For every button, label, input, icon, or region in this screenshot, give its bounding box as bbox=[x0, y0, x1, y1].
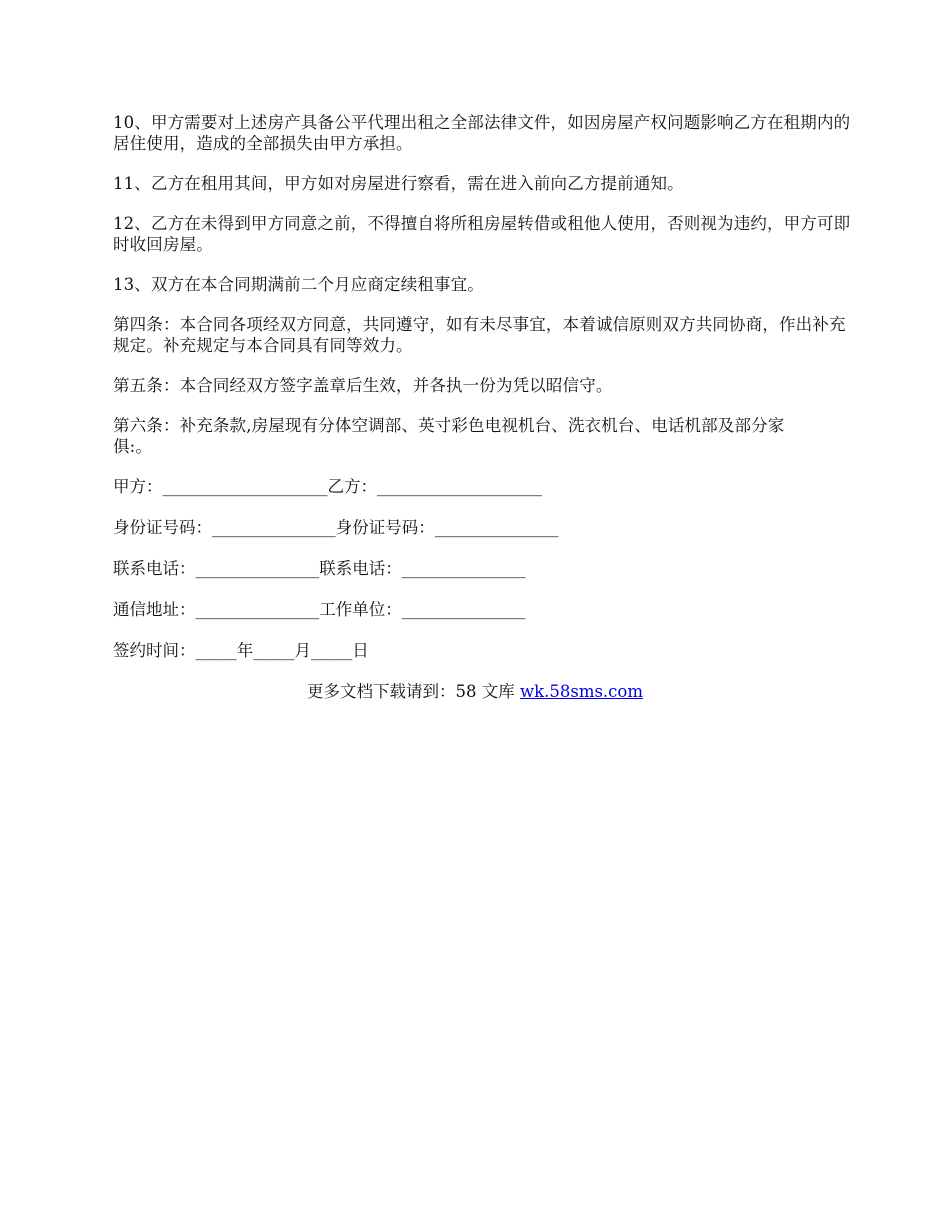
clause-12: 12、乙方在未得到甲方同意之前，不得擅自将所租房屋转借或租他人使用，否则视为违约，甲方可即时收回房屋。 bbox=[113, 214, 851, 254]
clause-10: 10、甲方需要对上述房产具备公平代理出租之全部法律文件，如因房屋产权问题影响乙方在租期内的居住使用，造成的全部损失由甲方承担。 bbox=[113, 113, 851, 153]
article-6: 第六条：补充条款,房屋现有分体空调部、英寸彩色电视机台、洗衣机台、电话机部及部分家俱:。 bbox=[113, 416, 785, 456]
signature-party-line: 甲方：____________________乙方：____________________ bbox=[113, 477, 542, 496]
signature-id-line: 身份证号码：_______________身份证号码：_______________ bbox=[113, 518, 559, 537]
clause-13: 13、双方在本合同期满前二个月应商定续租事宜。 bbox=[113, 275, 484, 294]
signature-address-line: 通信地址：_______________工作单位：_______________ bbox=[113, 600, 526, 619]
footer-site-link[interactable]: wk.58sms.com bbox=[519, 682, 643, 701]
footer-download-note bbox=[113, 681, 837, 702]
signature-phone-line: 联系电话：_______________联系电话：_______________ bbox=[113, 559, 526, 578]
footer-prefix: 更多文档下载请到：58 文库 bbox=[306, 682, 520, 701]
clause-11: 11、乙方在租用其间，甲方如对房屋进行察看，需在进入前向乙方提前通知。 bbox=[113, 174, 684, 193]
signature-date-line: 签约时间：_____年_____月_____日 bbox=[113, 641, 369, 660]
document-page bbox=[113, 112, 853, 702]
article-4: 第四条：本合同各项经双方同意，共同遵守，如有未尽事宜，本着诚信原则双方共同协商，作出补充规定。补充规定与本合同具有同等效力。 bbox=[113, 315, 846, 355]
article-5: 第五条：本合同经双方签字盖章后生效，并各执一份为凭以昭信守。 bbox=[113, 376, 613, 395]
